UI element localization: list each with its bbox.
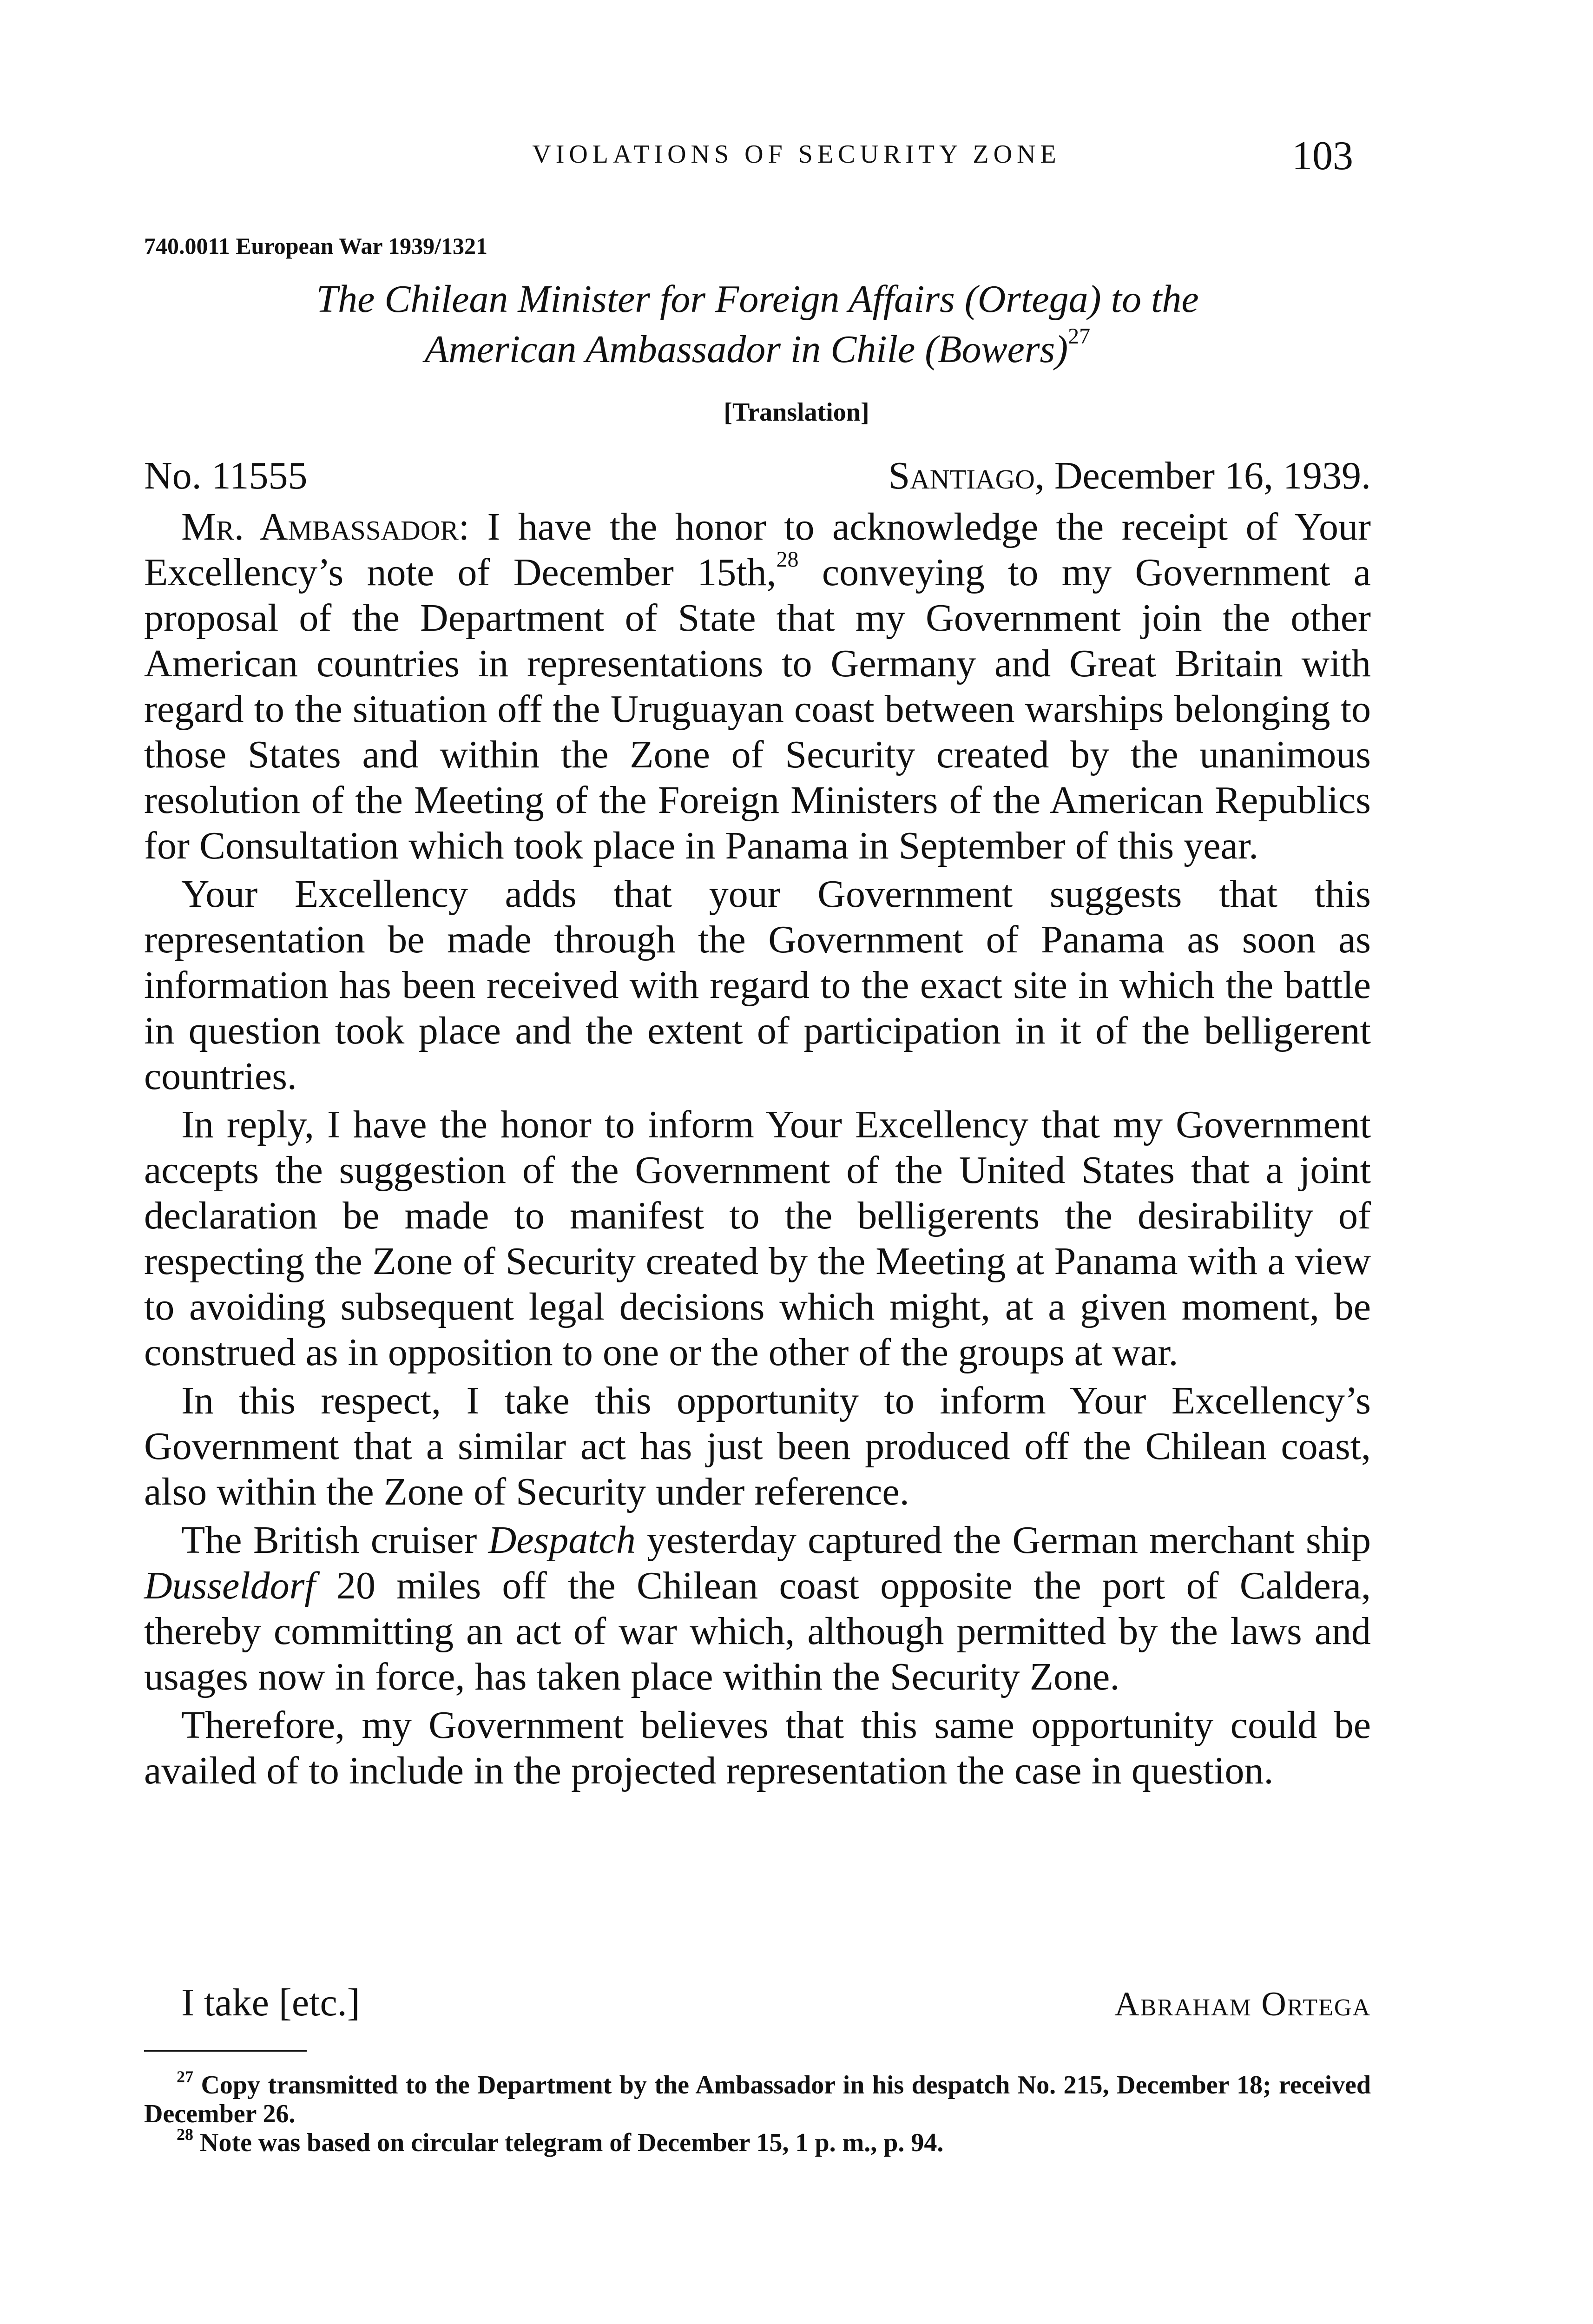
footnote-ref-28: 28	[776, 547, 799, 572]
footnote-text: Copy transmitted to the Department by the Ambassador in his despatch No. 215, December 18; received December 26.	[144, 2071, 1371, 2128]
closing-text: I take [etc.]	[181, 1981, 360, 2024]
title-line-2-text: American Ambassador in Chile (Bowers)	[424, 328, 1068, 371]
title-line-2	[144, 324, 1371, 375]
paragraph-2: Your Excellency adds that your Government suggests that this representation be made through the Government of Panama as soon as information has been received with regard to the exact site in which the battle in question took place and the extent of participation in it of the belligerent countries.	[144, 872, 1371, 1098]
paragraph-1-text-a: I have the honor to acknowledge the receipt of Your Excellency’s note of December 15th,	[144, 505, 1371, 594]
footnote-28	[144, 2125, 1371, 2157]
file-reference: 740.0011 European War 1939/1321	[144, 233, 488, 259]
paragraph-5	[144, 1518, 1371, 1700]
footnote-ref-27: 27	[1068, 324, 1091, 349]
title-line-1: The Chilean Minister for Foreign Affairs (Ortega) to the	[316, 277, 1199, 321]
paragraph-3: In reply, I have the honor to inform Your Excellency that my Government accepts the suggestion of the Government of the United States that a joint declaration be made to manifest to the belligerents the desirability of respecting the Zone of Security created by the Meeting at Panama with a view to avoiding subsequent legal decisions which might, at a given moment, be construed as in opposition to one or the other of the groups at war.	[144, 1103, 1371, 1374]
page-number: 103	[1292, 133, 1353, 178]
paragraph-5-text-b: yesterday captured the German merchant ship	[635, 1519, 1371, 1562]
salutation: Mr. Ambassador:	[181, 505, 470, 548]
place-and-date	[888, 453, 1371, 498]
translation-note: [Translation]	[724, 398, 869, 427]
paragraph-6: Therefore, my Government believes that this same opportunity could be availed of to include in the projected representation the case in question.	[144, 1703, 1371, 1792]
date: December 16, 1939.	[1044, 454, 1371, 497]
footnote-marker: 28	[177, 2125, 193, 2144]
document-title	[144, 274, 1371, 375]
paragraph-1	[144, 504, 1371, 869]
place: Santiago,	[888, 454, 1045, 497]
paragraph-1-text-b: conveying to my Government a proposal of the Department of State that my Government join the other American countries in representations to Germany and Great Britain with regard to the situation off the Uruguayan coast between warships belonging to those States and within the Zone of Security created by the unanimous resolution of the Meeting of the Foreign Ministers of the American Republics for Consultation which took place in Panama in September of this year.	[144, 551, 1371, 867]
ship-name-dusseldorf: Dusseldorf	[144, 1564, 316, 1607]
paragraph-5-text-a: The British cruiser	[181, 1519, 488, 1562]
ship-name-despatch: Despatch	[488, 1519, 636, 1562]
letter-body	[144, 504, 1371, 1796]
footnotes	[144, 2067, 1371, 2157]
footnote-marker: 27	[177, 2067, 193, 2086]
footnote-text: Note was based on circular telegram of December 15, 1 p. m., p. 94.	[200, 2128, 944, 2157]
paragraph-5-text-c: 20 miles off the Chilean coast opposite the port of Caldera, thereby committing an act of war which, although permitted by the laws and usages now in force, has taken place within the Security Zone.	[144, 1564, 1371, 1698]
paragraph-4: In this respect, I take this opportunity to inform Your Excellency’s Government that a similar act has just been produced off the Chilean coast, also within the Zone of Security under reference.	[144, 1379, 1371, 1513]
footnote-divider	[144, 2050, 307, 2052]
running-head: VIOLATIONS OF SECURITY ZONE	[532, 140, 1061, 169]
document-number: No. 11555	[144, 454, 308, 497]
signature: Abraham Ortega	[1114, 1985, 1371, 2023]
footnote-27	[144, 2067, 1371, 2128]
